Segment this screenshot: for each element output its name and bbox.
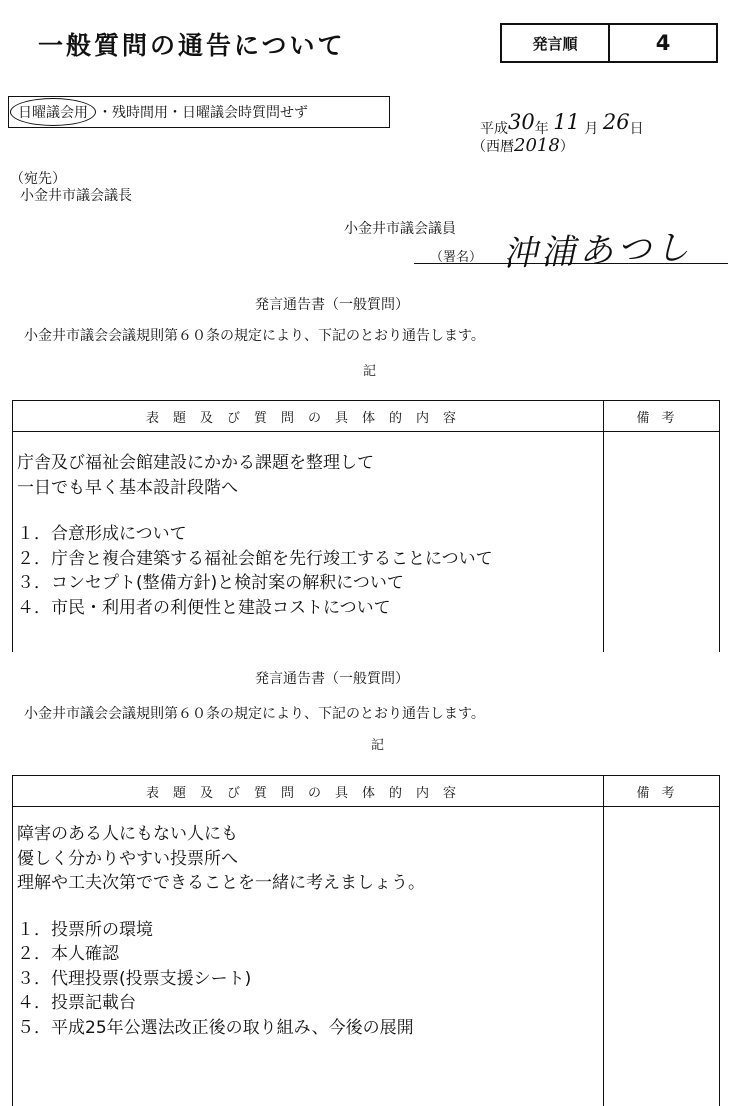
question-item: ５．平成25年公選法改正後の取り組み、今後の展開 [17, 1017, 414, 1038]
page-title: 一般質問の通告について [38, 31, 346, 60]
speaking-order-label: 発言順 [502, 25, 610, 61]
question-table-1 [12, 400, 720, 652]
question-heading-line: 庁舎及び福祉会館建設にかかる課題を整理して [17, 453, 374, 473]
western-year-label: （西暦 [472, 139, 514, 155]
recipient-label: （宛先） [10, 171, 66, 187]
table-header-remarks-2: 備考 [636, 785, 687, 801]
usage-selected-option: 日曜議会用 [10, 98, 96, 126]
date-year-unit: 年 [534, 121, 549, 137]
question-item: １．投票所の環境 [17, 919, 153, 940]
notice-intro-2: 小金井市議会会議規則第６０条の規定により、下記のとおり通告します。 [24, 706, 485, 722]
notice-ki-2: 記 [371, 738, 385, 753]
date-year-handwritten: 30 [508, 110, 535, 134]
remarks-column-2 [603, 806, 604, 1106]
western-year-close: ） [559, 139, 574, 155]
table-header-1 [13, 401, 719, 432]
question-heading-line: 理解や工夫次第でできることを一緒に考えましょう。 [17, 873, 425, 893]
signature-line [414, 263, 728, 264]
recipient-name: 小金井市議会議長 [20, 188, 132, 204]
date-era: 平成 [480, 121, 508, 137]
notice-ki-1: 記 [363, 364, 377, 379]
question-table-2 [12, 775, 720, 1106]
remarks-column-1 [603, 431, 604, 652]
question-item: ２．庁舎と複合建築する福祉会館を先行竣工することについて [17, 548, 493, 569]
question-item: ２．本人確認 [17, 944, 119, 964]
question-item: ３．コンセプト(整備方針)と検討案の解釈について [17, 573, 404, 593]
speaking-order-box [500, 23, 718, 63]
question-item: ４．市民・利用者の利便性と建設コストについて [17, 597, 391, 618]
table-header-content-2: 表題及び質問の具体的内容 [13, 776, 604, 806]
question-heading-line: 一日でも早く基本設計段階へ [17, 477, 238, 498]
usage-other-options: ・残時間用・日曜議会時質問せず [98, 105, 308, 121]
signature-label: （署名） [430, 250, 483, 265]
date-month-handwritten: 11 [553, 110, 580, 134]
speaking-order-number: 4 [655, 31, 671, 55]
western-year-line [472, 135, 574, 156]
date-day-handwritten: 26 [602, 110, 630, 134]
usage-options-box [8, 96, 390, 128]
question-item: ４．投票記載台 [17, 993, 136, 1013]
question-heading-line: 優しく分かりやすい投票所へ [17, 848, 238, 869]
question-heading-line: 障害のある人にもない人にも [17, 824, 238, 844]
table-header-content-1: 表題及び質問の具体的内容 [13, 401, 604, 431]
notice-intro-1: 小金井市議会会議規則第６０条の規定により、下記のとおり通告します。 [24, 328, 485, 344]
notice-title-1: 発言通告書（一般質問） [255, 297, 409, 313]
question-body-1 [17, 451, 493, 620]
western-year-handwritten: 2018 [514, 135, 560, 156]
handwritten-signature: 沖浦あつし [502, 227, 694, 275]
member-label: 小金井市議会議員 [344, 221, 456, 237]
question-item: １．合意形成について [17, 524, 187, 544]
table-header-2 [13, 776, 719, 807]
table-header-remarks-1: 備考 [636, 410, 687, 426]
notice-title-2: 発言通告書（一般質問） [255, 671, 409, 687]
question-body-2 [17, 822, 425, 1040]
question-item: ３．代理投票(投票支援シート) [17, 968, 252, 989]
date-day-unit: 日 [629, 121, 644, 137]
date-month-unit: 月 [584, 121, 599, 137]
